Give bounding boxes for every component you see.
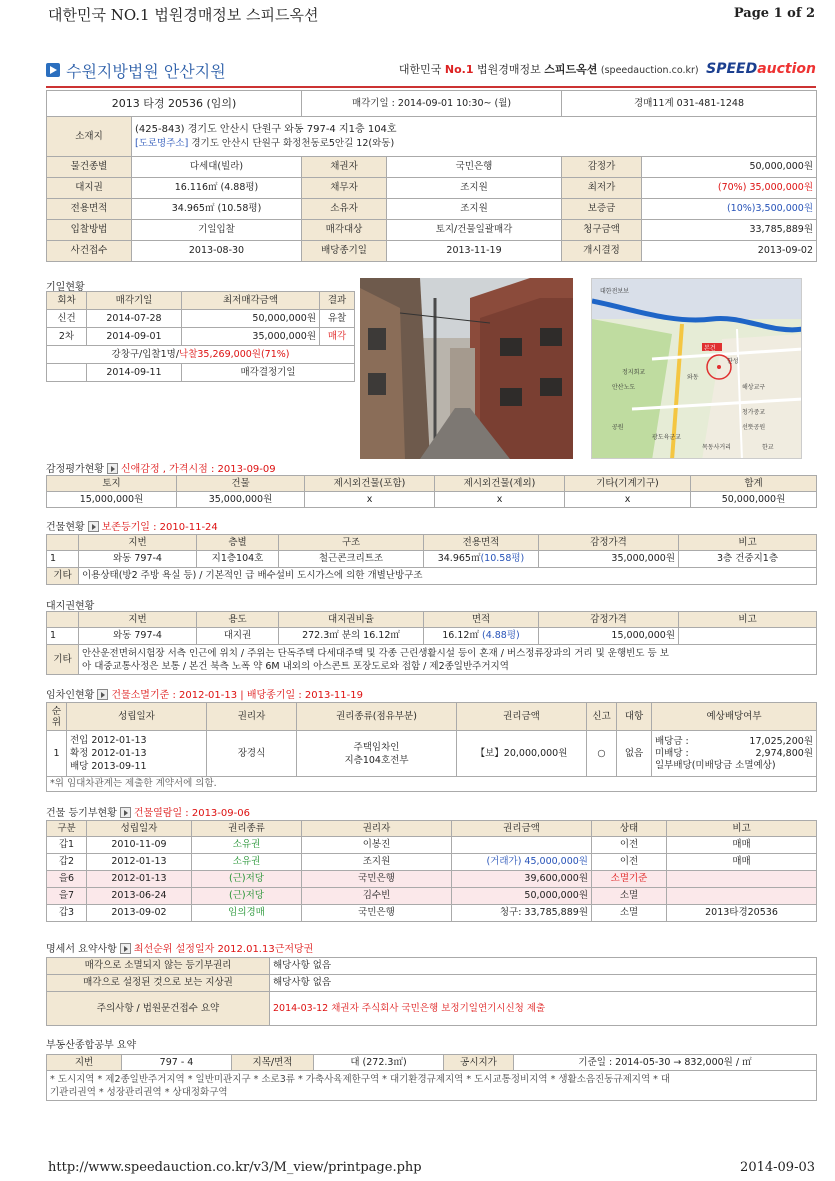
registry-note: 건물열람일 : 2013-09-06 <box>133 808 250 819</box>
registry-date: 2012-01-13 <box>87 871 192 888</box>
info-value: (10%)3,500,000원 <box>642 199 817 220</box>
appraisal-value: 50,000,000원 <box>691 492 817 508</box>
registry-amount-prefix: 청구: <box>499 907 525 918</box>
winning-bid: 낙찰35,269,000원(71%) <box>179 348 290 360</box>
logo-speed: SPEED <box>706 61 758 77</box>
address-line2: 경기도 안산시 단원구 화정천동로5안길 12(와동) <box>191 137 395 149</box>
info-label: 사건접수 <box>47 241 132 262</box>
registry-remark: 매매 <box>667 854 817 871</box>
appraisal-value: x <box>565 492 691 508</box>
building-area <box>424 551 539 568</box>
registry-amount-value: 33,785,889원 <box>524 907 588 918</box>
info-value: 다세대(빌라) <box>132 157 302 178</box>
tenant-col-kind: 권리종류(점유부분) <box>297 703 457 731</box>
info-value: 2013-08-30 <box>132 241 302 262</box>
tenant-kind <box>297 731 457 777</box>
land-header-row <box>47 612 817 628</box>
red-divider <box>46 86 816 88</box>
info-row <box>47 241 817 262</box>
registry-holder: 이봉진 <box>302 837 452 854</box>
summary-value2: 해당사항 없음 <box>270 975 817 992</box>
tenant-col-against: 대항 <box>617 703 652 731</box>
summary-label2: 매각으로 설정된 것으로 보는 지상권 <box>47 975 270 992</box>
registry-state: 이전 <box>592 837 667 854</box>
tenant-holder: 장경식 <box>207 731 297 777</box>
appraisal-col-header: 토지 <box>47 476 177 492</box>
building-col-header: 감정가격 <box>539 535 679 551</box>
building-col-header: 전용면적 <box>424 535 539 551</box>
registry-title: 건물 등기부현황 <box>46 808 117 819</box>
re-price: 기준일 : 2014-05-30 → 832,000원 / ㎡ <box>514 1055 817 1071</box>
info-label: 채권자 <box>302 157 387 178</box>
info-value: 토지/건물일괄매각 <box>387 220 562 241</box>
tenant-col-no: 순 위 <box>47 703 67 731</box>
registry-type: 소유권 <box>192 837 302 854</box>
registry-remark: 2013타경20536 <box>667 905 817 922</box>
map-label: 한성 <box>727 358 739 365</box>
land-table <box>46 611 817 675</box>
registry-holder: 국민은행 <box>302 871 452 888</box>
brand-mid: 법원경매정보 <box>477 63 541 76</box>
brand-no1: No.1 <box>444 63 474 76</box>
info-row <box>47 178 817 199</box>
registry-holder: 조지원 <box>302 854 452 871</box>
re-lot: 797 - 4 <box>122 1055 232 1071</box>
info-label: 대지권 <box>47 178 132 199</box>
registry-rows <box>47 837 817 922</box>
info-label: 전용면적 <box>47 199 132 220</box>
appraisal-table <box>46 475 817 508</box>
building-table <box>46 534 817 585</box>
appraisal-col-header: 제시외건물(포함) <box>305 476 435 492</box>
bid-round: 신건 <box>47 310 87 328</box>
registry-col-header: 비고 <box>667 821 817 837</box>
address-line1: (425-843) 경기도 안산시 단원구 와동 797-4 지1층 104호 <box>135 123 397 135</box>
div-value2: 2,974,800원 <box>755 747 813 759</box>
registry-amount-value: 50,000,000원 <box>524 890 588 901</box>
sale-date: 매각기일 : 2014-09-01 10:30~ (월) <box>302 91 562 117</box>
logo-auction: auction <box>757 61 816 77</box>
decision-date: 2014-09-11 <box>87 364 182 382</box>
arrow-icon[interactable] <box>120 943 131 954</box>
location-map[interactable] <box>591 278 802 459</box>
road-address-tag[interactable]: [도로명주소] <box>135 137 189 149</box>
tenant-date-move: 전입 2012-01-13 <box>70 735 147 746</box>
map-label: 공원 <box>612 424 624 431</box>
page-number: Page 1 of 2 <box>733 6 815 21</box>
registry-amount <box>452 837 592 854</box>
div-label2: 미배당 : <box>655 747 689 759</box>
property-photo[interactable] <box>360 278 573 459</box>
play-arrow-icon <box>46 63 60 77</box>
appraisal-col-header: 건물 <box>177 476 305 492</box>
info-label: 개시결정 <box>562 241 642 262</box>
realestate-table <box>46 1054 817 1101</box>
building-col-header <box>47 535 79 551</box>
bid-col-round: 회차 <box>47 292 87 310</box>
registry-kind: 갑1 <box>47 837 87 854</box>
registry-amount <box>452 871 592 888</box>
tenant-date-fixed: 확정 2012-01-13 <box>70 748 147 759</box>
info-label: 채무자 <box>302 178 387 199</box>
appraisal-value: x <box>435 492 565 508</box>
bid-col-result: 결과 <box>320 292 355 310</box>
appraisal-section <box>46 460 276 475</box>
tenant-kind-line2: 지층104호전부 <box>344 754 409 766</box>
div-note: 일부배당(미배당금 소멸예상) <box>655 759 776 771</box>
case-table <box>46 90 817 262</box>
land-lot: 와동 797-4 <box>79 628 197 645</box>
appraisal-value: 15,000,000원 <box>47 492 177 508</box>
info-value: 조지원 <box>387 178 562 199</box>
info-label: 배당종기일 <box>302 241 387 262</box>
re-label-lot: 지번 <box>47 1055 122 1071</box>
land-area <box>424 628 539 645</box>
building-etc: 이용상태(방2 주방 욕실 등) / 기본적인 급 배수설비 도시가스에 의한 개별난방구조 <box>79 568 817 585</box>
registry-date: 2013-06-24 <box>87 888 192 905</box>
tenant-col-report: 신고 <box>587 703 617 731</box>
land-etc-label: 기타 <box>47 645 79 675</box>
map-label: 목동사거리 <box>702 444 731 451</box>
info-value: 16.116㎡ (4.88평) <box>132 178 302 199</box>
info-value: 2013-11-19 <box>387 241 562 262</box>
registry-amount-value: 39,600,000원 <box>524 873 588 884</box>
speed-auction-logo <box>706 61 816 77</box>
land-etc <box>79 645 817 675</box>
print-header <box>48 4 815 26</box>
appraisal-col-header: 합계 <box>691 476 817 492</box>
info-value: 국민은행 <box>387 157 562 178</box>
arrow-icon[interactable] <box>107 463 118 474</box>
registry-date: 2013-09-02 <box>87 905 192 922</box>
registry-row <box>47 905 817 922</box>
registry-remark: 매매 <box>667 837 817 854</box>
building-area-m2: 34.965㎡ <box>437 553 481 564</box>
land-area-m2: 16.12㎡ <box>442 630 479 641</box>
info-row <box>47 157 817 178</box>
registry-type: (근)저당 <box>192 871 302 888</box>
registry-kind: 을7 <box>47 888 87 905</box>
registry-type: 임의경매 <box>192 905 302 922</box>
registry-date: 2012-01-13 <box>87 854 192 871</box>
registry-col-header: 권리자 <box>302 821 452 837</box>
appraisal-col-header: 기타(기계기구) <box>565 476 691 492</box>
footer-url: http://www.speedauction.co.kr/v3/M_view/printpage.php <box>48 1160 422 1175</box>
info-value: 33,785,889원 <box>642 220 817 241</box>
bid-col-price: 최저매각금액 <box>182 292 320 310</box>
registry-holder: 김수빈 <box>302 888 452 905</box>
land-col-header: 용도 <box>197 612 279 628</box>
re-zones-line1: * 도시지역 * 제2종일반주거지역 * 일반미관지구 * 소로3류 * 가축사육제한구역 * 대기환경규제지역 * 도시교통정비지역 * 생활소음진동규제지역 * 대 <box>50 1073 671 1085</box>
building-col-header: 층별 <box>197 535 279 551</box>
div-line2 <box>655 748 813 760</box>
info-label: 최저가 <box>562 178 642 199</box>
building-etc-label: 기타 <box>47 568 79 585</box>
re-label-category: 지목/면적 <box>232 1055 314 1071</box>
info-value: (70%) 35,000,000원 <box>642 178 817 199</box>
info-row <box>47 199 817 220</box>
registry-col-header: 구분 <box>47 821 87 837</box>
registry-row <box>47 871 817 888</box>
tenant-dates <box>67 731 207 777</box>
land-etc-line1: 안산운전면허시험장 서측 인근에 위치 / 주위는 단독주택 다세대주택 및 각종 근린생활시설 등이 혼재 / 버스정류장과의 거리 및 운행빈도 등 보 <box>82 647 669 659</box>
tenant-note: 건물소멸기준 : 2012-01-13 | 배당종기일 : 2013-11-19 <box>111 690 363 701</box>
registry-col-header: 성립일자 <box>87 821 192 837</box>
land-use: 대지권 <box>197 628 279 645</box>
building-title: 건물현황 <box>46 522 85 533</box>
registry-row <box>47 837 817 854</box>
map-label: 안산노도 <box>612 384 636 391</box>
realestate-section-title: 부동산종합공부 요약 <box>46 1040 137 1051</box>
registry-amount <box>452 905 592 922</box>
building-lot: 와동 797-4 <box>79 551 197 568</box>
bid-price: 35,000,000원 <box>182 328 320 346</box>
building-area-py: (10.58평) <box>480 553 525 564</box>
info-label: 매각대상 <box>302 220 387 241</box>
land-col-header: 감정가격 <box>539 612 679 628</box>
address-label: 소재지 <box>47 117 132 157</box>
info-value: 2013-09-02 <box>642 241 817 262</box>
land-col-header: 비고 <box>679 612 817 628</box>
court-bar <box>46 58 816 84</box>
appraisal-value: 35,000,000원 <box>177 492 305 508</box>
info-label: 소유자 <box>302 199 387 220</box>
building-col-header: 구조 <box>279 535 424 551</box>
bid-row <box>47 310 355 328</box>
info-label: 입찰방법 <box>47 220 132 241</box>
building-floor: 지1층104호 <box>197 551 279 568</box>
land-price: 15,000,000원 <box>539 628 679 645</box>
registry-state: 소멸 <box>592 888 667 905</box>
building-note: 보존등기일 : 2010-11-24 <box>101 522 218 533</box>
map-label: 대한전보보 <box>600 288 629 295</box>
re-zones-line2: 기관리권역 * 성장관리권역 * 상대정화구역 <box>50 1086 228 1098</box>
summary-value3: 2014-03-12 채권자 주식회사 국민은행 보정기일연기시신청 제출 <box>270 992 817 1026</box>
tenant-footnote: *위 임대차관계는 제출한 계약서에 의함. <box>47 777 817 792</box>
winner-row <box>47 346 355 364</box>
decision-label: 매각결정기일 <box>182 364 355 382</box>
brand-logo <box>399 61 816 77</box>
print-footer <box>48 1160 815 1178</box>
registry-row <box>47 854 817 871</box>
bidding-table <box>46 291 355 382</box>
map-label: 선뜻공원 <box>742 424 766 431</box>
registry-remark <box>667 888 817 905</box>
registry-col-header: 권리종류 <box>192 821 302 837</box>
bid-row <box>47 328 355 346</box>
land-col-header: 면적 <box>424 612 539 628</box>
appraisal-values-row <box>47 492 817 508</box>
summary-title: 명세서 요약사항 <box>46 944 117 955</box>
tenant-title: 임차인현황 <box>46 690 95 701</box>
registry-col-header: 상태 <box>592 821 667 837</box>
registry-date: 2010-11-09 <box>87 837 192 854</box>
building-header-row <box>47 535 817 551</box>
land-col-header: 지번 <box>79 612 197 628</box>
appraisal-value: x <box>305 492 435 508</box>
arrow-icon[interactable] <box>97 689 108 700</box>
arrow-icon[interactable] <box>120 807 131 818</box>
map-label: 해상교구 <box>742 384 766 391</box>
registry-amount <box>452 888 592 905</box>
div-line1 <box>655 736 813 748</box>
registry-amount <box>452 854 592 871</box>
registry-state: 이전 <box>592 854 667 871</box>
summary-value1: 해당사항 없음 <box>270 958 817 975</box>
tenant-kind-line1: 주택임차인 <box>353 741 400 753</box>
appraisal-note: 신애감정 , 가격시점 : 2013-09-09 <box>120 464 276 475</box>
bid-date: 2014-09-01 <box>87 328 182 346</box>
registry-remark <box>667 871 817 888</box>
registry-amount-value: (거래가) 45,000,000원 <box>486 856 588 867</box>
bid-rows <box>47 310 355 346</box>
map-label: 청가중교 <box>742 409 766 416</box>
info-rows <box>47 157 817 262</box>
summary-label3: 주의사항 / 법원문건접수 요약 <box>47 992 270 1026</box>
info-value: 50,000,000원 <box>642 157 817 178</box>
re-zones <box>47 1071 817 1101</box>
tenant-dividend <box>652 731 817 777</box>
bid-result: 매각 <box>320 328 355 346</box>
summary-table <box>46 957 817 1026</box>
map-marker-label: 본건 <box>704 345 716 352</box>
registry-col-header: 권리금액 <box>452 821 592 837</box>
court-dept: 경매11계 031-481-1248 <box>562 91 817 117</box>
registry-kind: 을6 <box>47 871 87 888</box>
registry-kind: 갑2 <box>47 854 87 871</box>
tenant-section <box>46 686 363 701</box>
summary-label1: 매각으로 소멸되지 않는 등기부권리 <box>47 958 270 975</box>
summary-note: 최선순위 설정일자 2012.01.13근저당권 <box>133 944 314 955</box>
brand-pre: 대한민국 <box>398 63 442 76</box>
bid-price: 50,000,000원 <box>182 310 320 328</box>
tenant-report: ○ <box>587 731 617 777</box>
map-label: 한교 <box>762 444 774 451</box>
address-cell <box>132 117 817 157</box>
info-value: 34.965㎡ (10.58평) <box>132 199 302 220</box>
tenant-against: 없음 <box>617 731 652 777</box>
court-name: 수원지방법원 안산지원 <box>66 62 226 81</box>
print-title: 대한민국 NO.1 법원경매정보 스피드옥션 <box>48 6 319 24</box>
bid-round: 2차 <box>47 328 87 346</box>
land-remark <box>679 628 817 645</box>
info-label: 청구금액 <box>562 220 642 241</box>
bid-col-date: 매각기일 <box>87 292 182 310</box>
registry-kind: 갑3 <box>47 905 87 922</box>
bid-date: 2014-07-28 <box>87 310 182 328</box>
land-section-title: 대지권현황 <box>46 601 95 612</box>
info-label: 보증금 <box>562 199 642 220</box>
land-col-header <box>47 612 79 628</box>
building-structure: 철근콘크리트조 <box>279 551 424 568</box>
registry-section <box>46 804 250 819</box>
appraisal-col-header: 제시외건물(제외) <box>435 476 565 492</box>
info-label: 물건종별 <box>47 157 132 178</box>
tenant-col-date: 성립일자 <box>67 703 207 731</box>
land-no: 1 <box>47 628 79 645</box>
land-col-header: 대지권비율 <box>279 612 424 628</box>
tenant-col-holder: 권리자 <box>207 703 297 731</box>
tenant-no: 1 <box>47 731 67 777</box>
info-value: 기일입찰 <box>132 220 302 241</box>
registry-type: 소유권 <box>192 854 302 871</box>
building-remark: 3층 건중지1층 <box>679 551 817 568</box>
appraisal-header-row <box>47 476 817 492</box>
div-label1: 배당금 : <box>655 735 689 747</box>
tenant-table <box>46 702 817 792</box>
re-label-price: 공시지가 <box>444 1055 514 1071</box>
info-row <box>47 220 817 241</box>
land-area-py: (4.88평) <box>481 630 520 641</box>
building-section <box>46 518 218 533</box>
info-label: 감정가 <box>562 157 642 178</box>
info-value: 조지원 <box>387 199 562 220</box>
map-label: 정지회교 <box>622 369 646 376</box>
summary-section <box>46 940 313 955</box>
building-price: 35,000,000원 <box>539 551 679 568</box>
winner-info: 강창구/입찰1명/ <box>111 348 180 360</box>
address-line2-wrap <box>135 137 813 151</box>
registry-state: 소멸 <box>592 905 667 922</box>
land-ratio: 272.3㎡ 분의 16.12㎡ <box>279 628 424 645</box>
arrow-icon[interactable] <box>88 521 99 532</box>
footer-date: 2014-09-03 <box>740 1160 815 1175</box>
bidding-section-title: 기일현황 <box>46 282 85 293</box>
tenant-col-amount: 권리금액 <box>457 703 587 731</box>
registry-holder: 국민은행 <box>302 905 452 922</box>
registry-type: (근)저당 <box>192 888 302 905</box>
bid-result: 유찰 <box>320 310 355 328</box>
tenant-date-div: 배당 2013-09-11 <box>70 761 147 772</box>
building-no: 1 <box>47 551 79 568</box>
registry-state: 소멸기준 <box>592 871 667 888</box>
case-number: 2013 타경 20536 (임의) <box>47 91 302 117</box>
tenant-col-dividend: 예상배당여부 <box>652 703 817 731</box>
map-label: 와동 <box>687 374 699 381</box>
registry-header-row <box>47 821 817 837</box>
div-value1: 17,025,200원 <box>749 735 813 747</box>
brand-url: (speedauction.co.kr) <box>600 65 699 76</box>
re-category: 대 (272.3㎡) <box>314 1055 444 1071</box>
tenant-amount: 【보】20,000,000원 <box>457 731 587 777</box>
brand-name: 스피드옥션 <box>544 63 598 76</box>
registry-row <box>47 888 817 905</box>
land-etc-line2: 아 대중교통사정은 보통 / 본건 북측 노폭 약 6M 내외의 아스콘트 포장도로와 접함 / 제2종일반주거지역 <box>82 660 509 672</box>
appraisal-title: 감정평가현황 <box>46 464 104 475</box>
building-col-header: 비고 <box>679 535 817 551</box>
building-col-header: 지번 <box>79 535 197 551</box>
map-label: 광도육군교 <box>652 434 681 441</box>
registry-table <box>46 820 817 922</box>
